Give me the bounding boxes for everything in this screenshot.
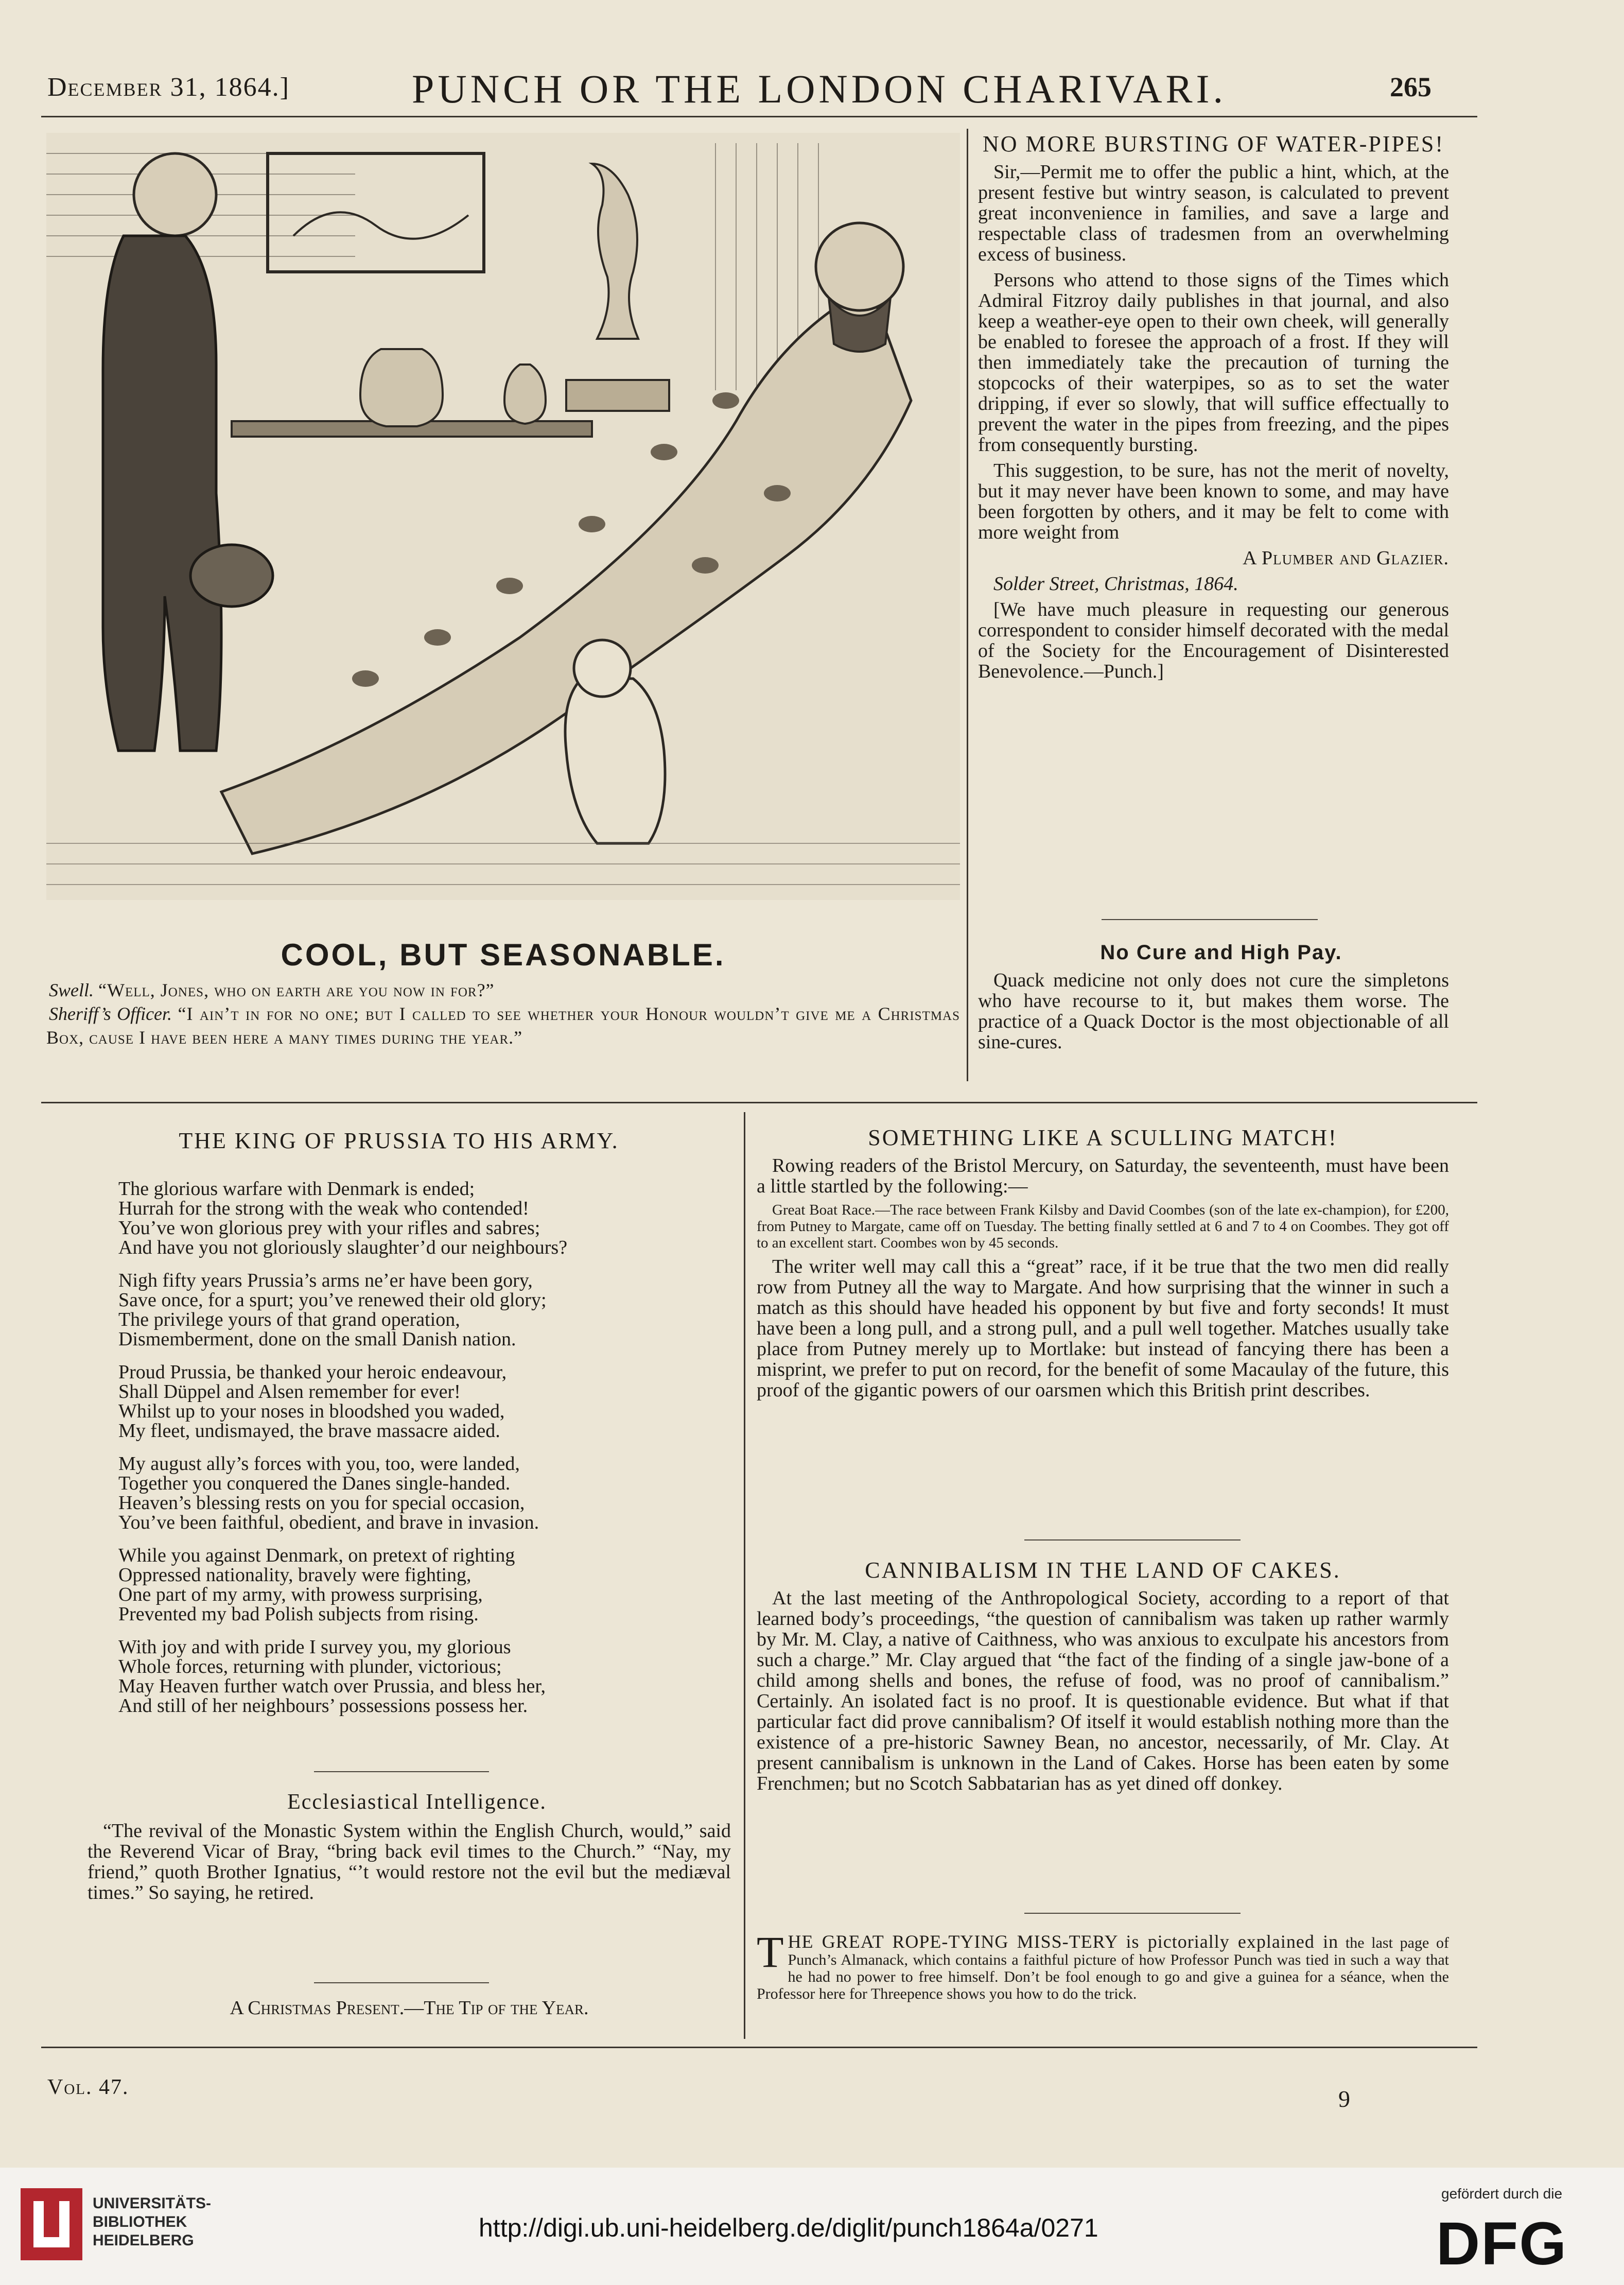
divider	[1024, 1913, 1241, 1914]
poem-stanza	[118, 1362, 726, 1441]
water-pipes-article	[978, 131, 1449, 687]
volume-label: Vol. 47.	[47, 2075, 129, 2099]
sculling-quote: Great Boat Race.—The race between Frank Kilsby and David Coombes (son of the late ex-champion), for £200, from Putney to Margate, came off on Tuesday. The betting finally settled at 6 and 7 to 4 on Coombes. They got off to an excellent start. Coombes won by 45 seconds.	[757, 1202, 1449, 1251]
cannibalism-headline: CANNIBALISM IN THE LAND OF CAKES.	[865, 1557, 1341, 1583]
caption-speech-1: “Well, Jones, who on earth are you now in for?”	[98, 980, 495, 1000]
water-pipes-address: Solder Street, Christmas, 1864.	[993, 573, 1238, 595]
section-rule	[41, 1102, 1477, 1103]
ecclesiastical-headline: Ecclesiastical Intelligence.	[287, 1790, 547, 1814]
prussia-poem-headline: THE KING OF PRUSSIA TO HIS ARMY.	[179, 1128, 619, 1153]
rope-tying-article	[757, 1927, 1449, 2007]
poem-line: Nigh fifty years Prussia’s arms ne’er have been gory,	[118, 1270, 533, 1291]
sculling-headline: SOMETHING LIKE A SCULLING MATCH!	[868, 1125, 1338, 1150]
poem-line: Heaven’s blessing rests on you for special occasion,	[118, 1492, 525, 1514]
issue-date: December 31, 1864.]	[47, 73, 290, 102]
water-pipes-paragraph-2: Persons who attend to those signs of the Times which Admiral Fitzroy daily publishes in that journal, and also keep a weather-eye open to their own cheek, will generally be enabled to foresee the approach of a frost. If they will then immediately take the precaution of turning the stopcocks of their waterpipes, so as to set the water dripping, if ever so slowly, that will suffice effectually to prevent the water in the pipes from freezing, and the pipes from consequently bursting.	[978, 269, 1449, 456]
poem-stanza	[118, 1179, 726, 1257]
sculling-paragraph-1: Rowing readers of the Bristol Mercury, on Saturday, the seventeenth, must have been a little startled by the following:—	[757, 1155, 1449, 1197]
poem-line: The privilege yours of that grand operation,	[118, 1309, 460, 1330]
poem-line: With joy and with pride I survey you, my glorious	[118, 1636, 511, 1658]
sculling-article	[757, 1125, 1449, 1406]
cartoon-illustration	[46, 133, 960, 900]
poem-line: The glorious warfare with Denmark is ended;	[118, 1178, 475, 1200]
funding-note: gefördert durch die	[1441, 2186, 1563, 2202]
water-pipes-paragraph-1: Sir,—Permit me to offer the public a hint, which, at the present festive but wintry season, is calculated to prevent great inconvenience in families, and save a large and respectable class of tradesmen from an overwhelming excess of business.	[978, 161, 1449, 265]
christmas-present-text: A Christmas Present.—The Tip of the Year.	[230, 1997, 589, 2019]
poem-line: While you against Denmark, on pretext of righting	[118, 1545, 515, 1566]
divider	[1024, 1539, 1241, 1540]
poem-line: One part of my army, with prowess surprising,	[118, 1584, 483, 1605]
dfg-logo: DFG	[1436, 2210, 1568, 2278]
rope-tying-paragraph	[757, 1927, 1449, 2002]
no-cure-text: Quack medicine not only does not cure the simpletons who have recourse to it, but makes them worse. The practice of a Quack Doctor is the most objectionable of all sine-cures.	[978, 970, 1449, 1053]
masthead-title: PUNCH OR THE LONDON CHARIVARI.	[412, 66, 1227, 111]
cartoon-title: COOL, BUT SEASONABLE.	[281, 938, 726, 972]
water-pipes-signature: A Plumber and Glazier.	[1243, 547, 1449, 569]
poem-line: Proud Prussia, be thanked your heroic endeavour,	[118, 1361, 507, 1383]
caption-speaker-2: Sheriff’s Officer.	[49, 1003, 172, 1024]
poem-line: Oppressed nationality, bravely were fighting,	[118, 1564, 472, 1586]
rope-tying-lead: HE GREAT ROPE-TYING MISS-TERY is pictorially explained in	[788, 1931, 1339, 1952]
poem-line: You’ve won glorious prey with your rifles and sabres;	[118, 1217, 540, 1239]
poem-stanza	[118, 1546, 726, 1624]
poem-line: You’ve been faithful, obedient, and brave in invasion.	[118, 1512, 539, 1533]
poem-line: And still of her neighbours’ possessions possess her.	[118, 1695, 528, 1717]
poem-line: Hurrah for the strong with the weak who contended!	[118, 1198, 529, 1219]
prussia-poem	[118, 1179, 726, 1729]
caption-speech-2: “I ain’t in for no one; but I called to see whether your Honour wouldn’t give me a Christmas Box, cause I have been here a many times during the year.”	[46, 1003, 961, 1048]
cartoon-caption	[46, 978, 960, 1049]
cannibalism-article	[757, 1557, 1449, 1799]
poem-line: Dismemberment, done on the small Danish nation.	[118, 1328, 516, 1350]
poem-line: May Heaven further watch over Prussia, and bless her,	[118, 1675, 546, 1697]
divider	[1102, 919, 1318, 920]
water-pipes-headline: NO MORE BURSTING OF WATER-PIPES!	[982, 131, 1445, 157]
christmas-present	[88, 1998, 731, 2023]
page-number: 265	[1390, 72, 1431, 102]
poem-line: Together you conquered the Danes single-handed.	[118, 1473, 511, 1494]
poem-line: My august ally’s forces with you, too, were landed,	[118, 1453, 520, 1475]
column-rule-top	[967, 129, 968, 1081]
no-cure-headline: No Cure and High Pay.	[1100, 941, 1342, 964]
rope-tying-dropcap: T	[757, 1927, 784, 1977]
prussia-headline-wrap	[67, 1128, 731, 1154]
signature-mark: 9	[1338, 2086, 1350, 2112]
header-rule	[41, 116, 1477, 117]
poem-line: Whole forces, returning with plunder, victorious;	[118, 1656, 502, 1677]
library-name-line: HEIDELBERG	[93, 2232, 194, 2249]
poem-line: Whilst up to your noses in bloodshed you waded,	[118, 1400, 505, 1422]
poem-line: Shall Düppel and Alsen remember for ever!	[118, 1381, 461, 1403]
library-name	[93, 2194, 211, 2250]
footer-rule	[41, 2047, 1477, 2048]
rope-tying-text: the last page of Punch’s Almanack, which contains a faithful picture of how Professor Punch was tied in such a way that he had no power to free himself. Don’t be fool enough to go and give a guinea for a séance, when the Professor here for Threepence shows you how to do the trick.	[757, 1934, 1449, 2002]
water-pipes-editor-note: [We have much pleasure in requesting our generous correspondent to consider himself decorated with the medal of the Society for the Encouragement of Disinterested Benevolence.—Punch.]	[978, 599, 1449, 682]
poem-line: Prevented my bad Polish subjects from rising.	[118, 1603, 479, 1625]
permalink[interactable]: http://digi.ub.uni-heidelberg.de/diglit/punch1864a/0271	[479, 2213, 1098, 2242]
library-name-line: BIBLIOTHEK	[93, 2213, 187, 2230]
cannibalism-text: At the last meeting of the Anthropological Society, according to a report of that learned body’s proceedings, “the question of cannibalism was taken up rather warmly by Mr. M. Clay, a native of Caithness, who was anxious to exculpate his ancestors from such a charge.” Mr. Clay argued that “the fact of the finding of a single jaw-bone of a child among shells and bones, the refuse of food, was no proof of cannibalism.” Certainly. An isolated fact is no proof. It is questionable evidence. But what if that particular fact did prove cannibalism? Of itself it would establish nothing more than the existence of a pre-historic Sawney Bean, no ancestor, necessarily, of Mr. Clay. At present cannibalism is unknown in the Land of Cakes. Horse has been eaten by some Frenchmen; but no Scotch Sabbatarian has as yet dined off donkey.	[757, 1587, 1449, 1794]
poem-stanza	[118, 1271, 726, 1349]
water-pipes-paragraph-3: This suggestion, to be sure, has not the merit of novelty, but it may never have been known to some, and may have been forgotten by others, and it may be felt to come with more weight from	[978, 460, 1449, 543]
poem-line: Save once, for a spurt; you’ve renewed their old glory;	[118, 1289, 547, 1311]
poem-stanza	[118, 1637, 726, 1716]
ecclesiastical-text: “The revival of the Monastic System within the English Church, would,” said the Reverend Vicar of Bray, “bring back evil times to the Church.” “Nay, my friend,” quoth Brother Ignatius, “’t would restore not the evil but the mediæval times.” So saying, he retired.	[88, 1820, 731, 1903]
poem-line: My fleet, undismayed, the brave massacre aided.	[118, 1420, 500, 1442]
library-logo-icon	[21, 2188, 82, 2260]
divider	[314, 1771, 489, 1772]
column-rule-bottom	[744, 1112, 745, 2039]
ecclesiastical-article	[88, 1792, 731, 1908]
poem-line: And have you not gloriously slaughter’d our neighbours?	[118, 1237, 568, 1258]
no-cure-article	[978, 942, 1449, 1058]
poem-stanza	[118, 1454, 726, 1532]
caption-speaker-1: Swell.	[49, 980, 94, 1000]
divider	[314, 1982, 489, 1983]
sculling-paragraph-2: The writer well may call this a “great” race, if it be true that the two men did really row from Putney all the way to Margate. And how surprising that the winner in such a match as this should have headed his opponent by but five and forty seconds! It must have been a long pull, and a strong pull, and a pull well together. Matches usually take place from Putney merely up to Mortlake: but instead of fancying there has been a misprint, we prefer to put on record, for the benefit of some Macaulay of the future, this proof of the gigantic powers of our oarsmen which this British print describes.	[757, 1256, 1449, 1401]
library-name-line: UNIVERSITÄTS-	[93, 2195, 212, 2212]
